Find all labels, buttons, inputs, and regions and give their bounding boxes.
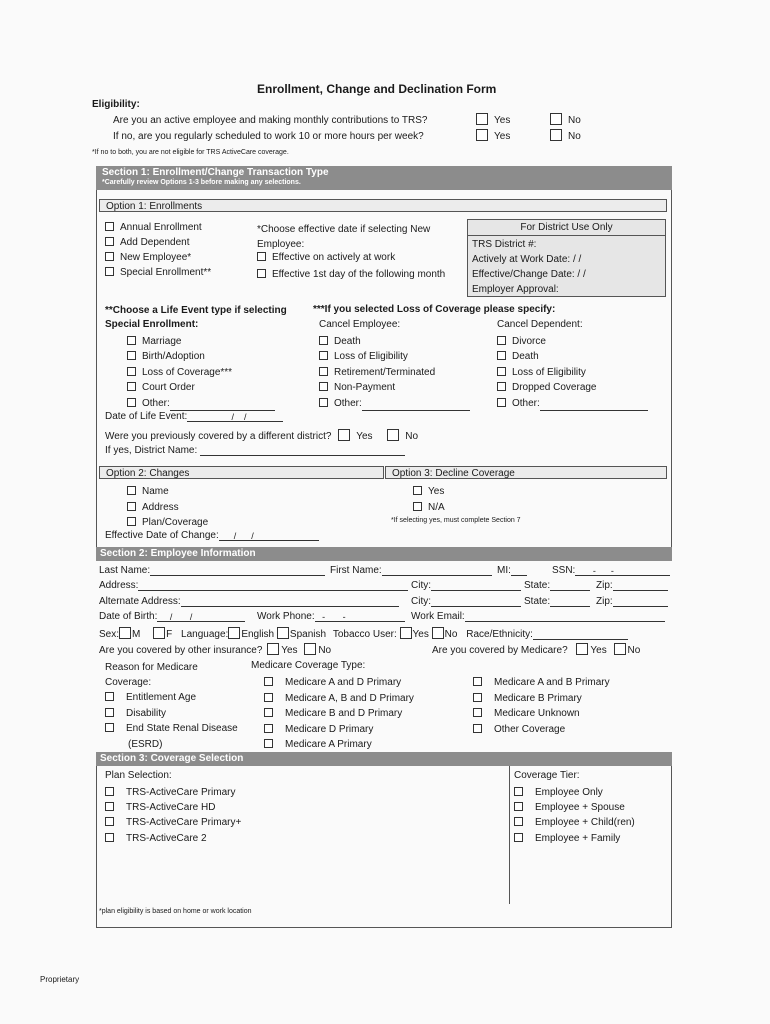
section1-title: Section 1: Enrollment/Change Transaction Type <box>102 167 329 178</box>
checkbox-icon[interactable] <box>264 677 273 686</box>
decline-na[interactable]: N/A <box>413 500 445 516</box>
actively-at-work-date[interactable]: Actively at Work Date: / / <box>472 254 582 265</box>
reason-esrd[interactable]: End State Renal Disease (ESRD) <box>105 721 243 752</box>
checkbox-icon[interactable] <box>105 222 114 231</box>
changes-list <box>127 484 208 531</box>
medicare-types-b <box>473 675 610 737</box>
checkbox-icon[interactable] <box>264 739 273 748</box>
change-address[interactable]: Address <box>127 500 208 516</box>
checkbox-icon[interactable] <box>476 113 488 125</box>
tier-list <box>514 785 635 846</box>
checkbox-icon[interactable] <box>105 252 114 261</box>
checkbox-icon[interactable] <box>105 802 114 811</box>
medicare-a-b-d[interactable]: Medicare A, B and D Primary <box>264 691 414 707</box>
change-name[interactable]: Name <box>127 484 208 500</box>
checkbox-icon[interactable] <box>497 382 506 391</box>
decline-yes[interactable]: Yes <box>413 484 445 500</box>
checkbox-icon[interactable] <box>338 429 350 441</box>
eligibility-q1: Are you an active employee and making monthly contributions to TRS? <box>113 115 428 126</box>
eligibility-label: Eligibility: <box>92 99 140 110</box>
life-event-other[interactable]: Other: <box>127 396 275 411</box>
other-insurance: Are you covered by other insurance? Yes No <box>99 645 332 656</box>
cancel-dep-other[interactable]: Other: <box>497 396 648 411</box>
cancel-emp-death[interactable]: Death <box>319 334 470 349</box>
checkbox-icon[interactable] <box>153 627 165 639</box>
checkbox-icon[interactable] <box>576 643 588 655</box>
decline-note: *If selecting yes, must complete Section 7 <box>391 517 521 524</box>
checkbox-icon[interactable] <box>413 502 422 511</box>
date-of-life-event[interactable]: Date of Life Event: / / <box>105 411 283 422</box>
first-name-field[interactable]: First Name: <box>330 565 492 576</box>
checkbox-icon[interactable] <box>105 237 114 246</box>
alt-state-field[interactable]: State: <box>524 596 590 607</box>
city-field[interactable]: City: <box>411 580 521 591</box>
checkbox-icon[interactable] <box>257 252 266 261</box>
section3-divider <box>509 766 510 904</box>
cancel-dep-dropped[interactable]: Dropped Coverage <box>497 380 648 395</box>
checkbox-icon[interactable] <box>228 627 240 639</box>
cancel-emp-retirement[interactable]: Retirement/Terminated <box>319 365 470 380</box>
checkbox-icon[interactable] <box>400 627 412 639</box>
reason-entitlement[interactable]: Entitlement Age <box>105 690 243 706</box>
life-event-prompt: **Choose a Life Event type if selecting Special Enrollment: <box>105 305 287 330</box>
medicare-type-label: Medicare Coverage Type: <box>251 660 366 671</box>
last-name-field[interactable]: Last Name: <box>99 565 325 576</box>
checkbox-icon[interactable] <box>497 398 506 407</box>
checkbox-icon[interactable] <box>127 398 136 407</box>
checkbox-icon[interactable] <box>319 367 328 376</box>
checkbox-icon[interactable] <box>614 643 626 655</box>
checkbox-icon[interactable] <box>105 817 114 826</box>
medicare-reasons <box>105 690 243 752</box>
cancel-emp-eligibility[interactable]: Loss of Eligibility <box>319 349 470 364</box>
dob-field[interactable]: Date of Birth: / / <box>99 611 245 622</box>
plan-eligibility-note: *plan eligibility is based on home or work location <box>99 908 252 915</box>
life-event-birth[interactable]: Birth/Adoption <box>127 349 275 364</box>
checkbox-icon[interactable] <box>127 517 136 526</box>
checkbox-icon[interactable] <box>127 367 136 376</box>
checkbox-icon[interactable] <box>497 336 506 345</box>
life-event-loss[interactable]: Loss of Coverage*** <box>127 365 275 380</box>
checkbox-icon[interactable] <box>127 351 136 360</box>
section1-subtitle: *Carefully review Options 1-3 before making any selections. <box>102 179 301 186</box>
decline-list <box>413 484 445 515</box>
plan-hd[interactable]: TRS-ActiveCare HD <box>105 800 241 815</box>
tier-employee-family[interactable]: Employee + Family <box>514 831 635 846</box>
plan-list <box>105 785 241 846</box>
effective-on-work[interactable]: Effective on actively at work <box>257 252 395 263</box>
medicare-b[interactable]: Medicare B Primary <box>473 691 610 707</box>
enrollment-types <box>105 222 211 282</box>
eligibility-q2-no[interactable]: No <box>550 129 581 142</box>
section1-header <box>96 166 672 190</box>
checkbox-icon[interactable] <box>432 627 444 639</box>
checkbox-icon[interactable] <box>264 708 273 717</box>
plan-primary-plus[interactable]: TRS-ActiveCare Primary+ <box>105 815 241 830</box>
checkbox-icon[interactable] <box>264 693 273 702</box>
checkbox-icon[interactable] <box>319 351 328 360</box>
checkbox-icon[interactable] <box>497 367 506 376</box>
effective-first-day[interactable]: Effective 1st day of the following month <box>257 267 447 282</box>
district-use-box <box>467 219 666 297</box>
cancel-emp-other[interactable]: Other: <box>319 396 470 411</box>
option2-header: Option 2: Changes <box>99 466 384 479</box>
checkbox-icon[interactable] <box>127 486 136 495</box>
checkbox-icon[interactable] <box>127 336 136 345</box>
demographics-row: Sex: M F Language: English Spanish Tobacco User: Yes No Race/Ethnicity: <box>99 627 628 640</box>
medicare-b-d[interactable]: Medicare B and D Primary <box>264 706 414 722</box>
plan-activecare-2[interactable]: TRS-ActiveCare 2 <box>105 831 241 846</box>
alt-zip-field[interactable]: Zip: <box>596 596 668 607</box>
checkbox-icon[interactable] <box>550 113 562 125</box>
tier-employee-only[interactable]: Employee Only <box>514 785 635 800</box>
mi-field[interactable]: MI: <box>497 565 527 576</box>
checkbox-icon[interactable] <box>257 269 266 278</box>
checkbox-icon[interactable] <box>264 724 273 733</box>
tier-employee-spouse[interactable]: Employee + Spouse <box>514 800 635 815</box>
eligibility-q1-yes[interactable]: Yes <box>476 113 510 126</box>
medicare-types-a <box>264 675 414 753</box>
checkbox-icon[interactable] <box>105 787 114 796</box>
medicare-d[interactable]: Medicare D Primary <box>264 722 414 738</box>
checkbox-icon[interactable] <box>105 723 114 732</box>
section3-header: Section 3: Coverage Selection <box>96 752 672 766</box>
alt-city-field[interactable]: City: <box>411 596 521 607</box>
medicare-reason-label: Reason for Medicare Coverage: <box>105 662 198 688</box>
eligibility-q2-yes[interactable]: Yes <box>476 129 510 142</box>
cancel-employee-list <box>319 334 470 411</box>
plan-selection-label: Plan Selection: <box>105 770 172 781</box>
eligibility-q2: If no, are you regularly scheduled to work 10 or more hours per week? <box>113 131 424 142</box>
checkbox-icon[interactable] <box>105 708 114 717</box>
option3-header: Option 3: Decline Coverage <box>385 466 667 479</box>
effective-change-date[interactable]: Effective/Change Date: / / <box>472 269 586 280</box>
page-title: Enrollment, Change and Declination Form <box>257 82 497 96</box>
enroll-new-employee[interactable]: New Employee* <box>105 252 211 267</box>
checkbox-icon[interactable] <box>319 382 328 391</box>
coverage-tier-label: Coverage Tier: <box>514 770 580 781</box>
district-use-fields <box>472 237 586 297</box>
checkbox-icon[interactable] <box>105 833 114 842</box>
district-use-title: For District Use Only <box>468 222 665 236</box>
checkbox-icon[interactable] <box>497 351 506 360</box>
checkbox-icon[interactable] <box>127 502 136 511</box>
checkbox-icon[interactable] <box>473 708 482 717</box>
medicare-unknown[interactable]: Medicare Unknown <box>473 706 610 722</box>
other-coverage[interactable]: Other Coverage <box>473 722 610 738</box>
loss-prompt: ***If you selected Loss of Coverage please specify: <box>313 304 556 315</box>
medicare-a[interactable]: Medicare A Primary <box>264 737 414 753</box>
medicare-question: Are you covered by Medicare? Yes No <box>432 645 641 656</box>
eligibility-note: *If no to both, you are not eligible for TRS ActiveCare coverage. <box>92 149 289 156</box>
enroll-special[interactable]: Special Enrollment** <box>105 267 211 282</box>
cancel-dependent-list <box>497 334 648 411</box>
address-field[interactable]: Address: <box>99 580 408 591</box>
checkbox-icon[interactable] <box>105 267 114 276</box>
enroll-add-dependent[interactable]: Add Dependent <box>105 237 211 252</box>
checkbox-icon[interactable] <box>550 129 562 141</box>
checkbox-icon[interactable] <box>319 398 328 407</box>
effective-date-prompt: *Choose effective date if selecting New Employee: <box>257 224 431 250</box>
life-event-court[interactable]: Court Order <box>127 380 275 395</box>
change-plan[interactable]: Plan/Coverage <box>127 515 208 531</box>
checkbox-icon[interactable] <box>127 382 136 391</box>
checkbox-icon[interactable] <box>413 486 422 495</box>
medicare-a-d[interactable]: Medicare A and D Primary <box>264 675 414 691</box>
employer-approval[interactable]: Employer Approval: <box>472 284 559 295</box>
checkbox-icon[interactable] <box>514 787 523 796</box>
cancel-dep-death[interactable]: Death <box>497 349 648 364</box>
checkbox-icon[interactable] <box>319 336 328 345</box>
work-email-field[interactable]: Work Email: <box>411 611 665 622</box>
checkbox-icon[interactable] <box>473 724 482 733</box>
life-event-marriage[interactable]: Marriage <box>127 334 275 349</box>
state-field[interactable]: State: <box>524 580 590 591</box>
checkbox-icon[interactable] <box>119 627 131 639</box>
medicare-a-b[interactable]: Medicare A and B Primary <box>473 675 610 691</box>
checkbox-icon[interactable] <box>514 802 523 811</box>
prev-covered: Were you previously covered by a different district? Yes No <box>105 431 419 442</box>
zip-field[interactable]: Zip: <box>596 580 668 591</box>
checkbox-icon[interactable] <box>514 817 523 826</box>
reason-disability[interactable]: Disability <box>105 706 243 722</box>
checkbox-icon[interactable] <box>277 627 289 639</box>
life-events-list <box>127 334 275 411</box>
checkbox-icon[interactable] <box>387 429 399 441</box>
eligibility-q1-no[interactable]: No <box>550 113 581 126</box>
section2-header: Section 2: Employee Information <box>96 547 672 561</box>
tier-employee-children[interactable]: Employee + Child(ren) <box>514 815 635 830</box>
enroll-annual[interactable]: Annual Enrollment <box>105 222 211 237</box>
effective-date-change[interactable]: Effective Date of Change: / / <box>105 530 319 541</box>
ssn-field[interactable]: SSN: - - <box>552 565 670 576</box>
cancel-dependent-label: Cancel Dependent: <box>497 319 583 330</box>
cancel-emp-nonpayment[interactable]: Non-Payment <box>319 380 470 395</box>
option1-header: Option 1: Enrollments <box>99 199 667 212</box>
plan-primary[interactable]: TRS-ActiveCare Primary <box>105 785 241 800</box>
footer-proprietary: Proprietary <box>40 975 80 984</box>
work-phone-field[interactable]: Work Phone: - - <box>257 611 405 622</box>
checkbox-icon[interactable] <box>267 643 279 655</box>
cancel-employee-label: Cancel Employee: <box>319 319 401 330</box>
alt-address-field[interactable]: Alternate Address: <box>99 596 399 607</box>
checkbox-icon[interactable] <box>105 692 114 701</box>
checkbox-icon[interactable] <box>473 677 482 686</box>
cancel-dep-eligibility[interactable]: Loss of Eligibility <box>497 365 648 380</box>
checkbox-icon[interactable] <box>304 643 316 655</box>
district-number[interactable]: TRS District #: <box>472 239 537 250</box>
district-name[interactable]: If yes, District Name: <box>105 445 405 456</box>
checkbox-icon[interactable] <box>476 129 488 141</box>
checkbox-icon[interactable] <box>473 693 482 702</box>
checkbox-icon[interactable] <box>514 833 523 842</box>
cancel-dep-divorce[interactable]: Divorce <box>497 334 648 349</box>
